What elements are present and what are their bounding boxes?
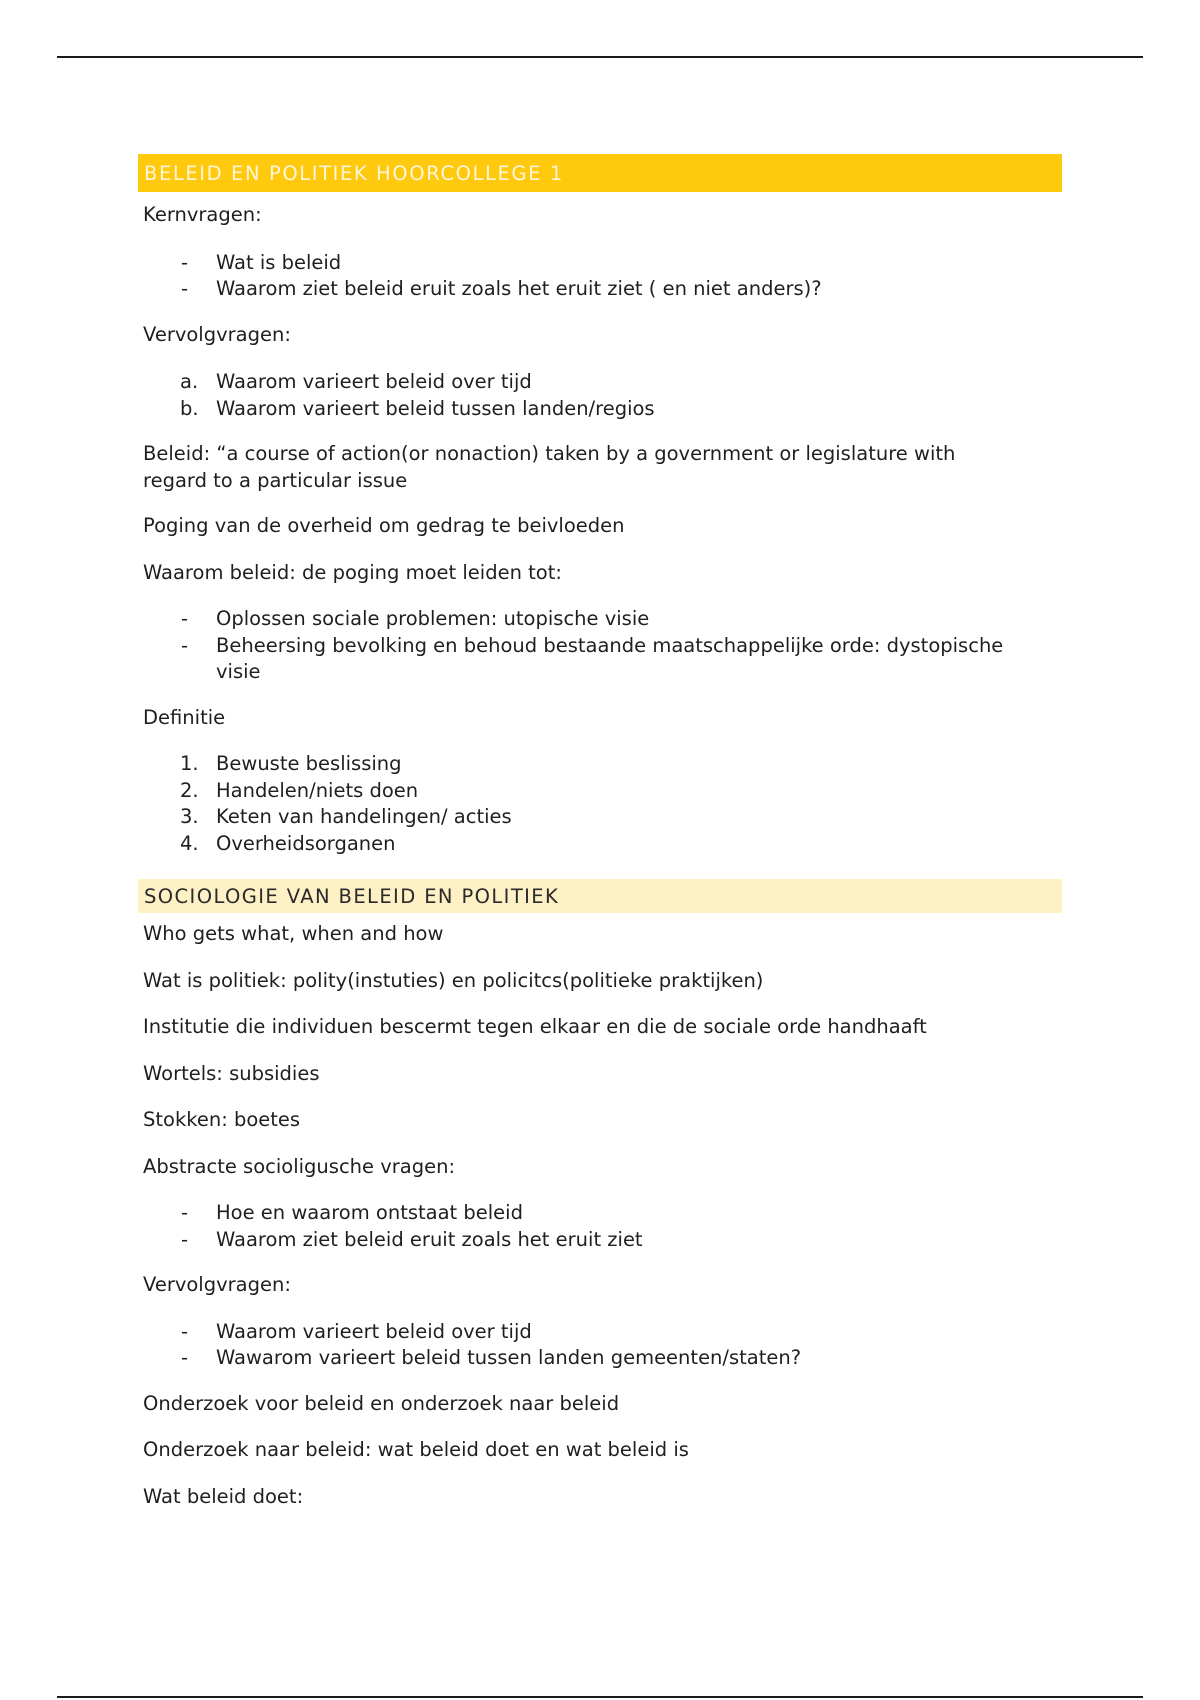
stokken-paragraph: Stokken: boetes bbox=[143, 1108, 301, 1131]
heading-sociologie: SOCIOLOGIE VAN BELEID EN POLITIEK bbox=[138, 879, 1062, 913]
onderzoek-voor-paragraph: Onderzoek voor beleid en onderzoek naar beleid bbox=[143, 1391, 620, 1415]
header-rule bbox=[57, 56, 1143, 58]
list-item: a. Waarom varieert beleid over tijd bbox=[180, 370, 532, 393]
vervolgvragen-list bbox=[138, 369, 1062, 422]
list-item: 1. Bewuste beslissing bbox=[180, 752, 402, 775]
list-item: 3. Keten van handelingen/ acties bbox=[180, 805, 512, 828]
kernvragen-list bbox=[138, 250, 1062, 303]
heading-beleid-en-politiek: BELEID EN POLITIEK HOORCOLLEGE 1 bbox=[138, 154, 1062, 192]
list-item: 2. Handelen/niets doen bbox=[180, 778, 419, 802]
vervolgvragen2-label: Vervolgvragen: bbox=[143, 1273, 291, 1296]
footer-rule bbox=[57, 1696, 1143, 1698]
institutie-paragraph: Institutie die individuen bescermt tegen elkaar en die de sociale orde handhaaft bbox=[143, 1015, 927, 1038]
abstracte-label: Abstracte socioligusche vragen: bbox=[143, 1154, 456, 1178]
wortels-paragraph: Wortels: subsidies bbox=[143, 1061, 320, 1085]
waarom-beleid-paragraph: Waarom beleid: de poging moet leiden tot: bbox=[143, 560, 562, 584]
wat-is-politiek-paragraph: Wat is politiek: polity(instuties) en policitcs(politieke praktijken) bbox=[143, 968, 764, 992]
list-item: 4. Overheidsorganen bbox=[180, 831, 396, 855]
list-item: - Waarom ziet beleid eruit zoals het eruit ziet bbox=[181, 1227, 643, 1251]
list-item: - Beheersing bevolking en behoud bestaande maatschappelijke orde: dystopische visie bbox=[181, 633, 1004, 683]
waarom-beleid-list bbox=[138, 606, 1062, 686]
poging-paragraph: Poging van de overheid om gedrag te beivloeden bbox=[143, 514, 625, 537]
list-item: - Wat is beleid bbox=[181, 250, 342, 274]
onderzoek-naar-paragraph: Onderzoek naar beleid: wat beleid doet en wat beleid is bbox=[143, 1438, 689, 1461]
list-item: - Wawarom varieert beleid tussen landen gemeenten/staten? bbox=[181, 1346, 802, 1369]
vervolgvragen-label: Vervolgvragen: bbox=[143, 322, 291, 346]
definitie-list bbox=[138, 751, 1062, 857]
list-item: - Hoe en waarom ontstaat beleid bbox=[181, 1201, 523, 1224]
wat-beleid-doet-paragraph: Wat beleid doet: bbox=[143, 1484, 304, 1508]
beleid-definition: Beleid: “a course of action(or nonaction) taken by a government or legislature with regard to a particular issue bbox=[143, 442, 956, 492]
definitie-label: Definitie bbox=[143, 705, 226, 729]
list-item: - Oplossen sociale problemen: utopische visie bbox=[181, 607, 650, 630]
kernvragen-label: Kernvragen: bbox=[143, 203, 262, 226]
vervolgvragen2-list bbox=[138, 1319, 1062, 1372]
list-item: - Waarom varieert beleid over tijd bbox=[181, 1319, 532, 1343]
who-gets-paragraph: Who gets what, when and how bbox=[143, 922, 444, 945]
list-item: b. Waarom varieert beleid tussen landen/regios bbox=[180, 396, 655, 420]
abstracte-list bbox=[138, 1200, 1062, 1253]
document-body bbox=[138, 154, 1062, 1510]
list-item: - Waarom ziet beleid eruit zoals het eruit ziet ( en niet anders)? bbox=[181, 277, 822, 300]
